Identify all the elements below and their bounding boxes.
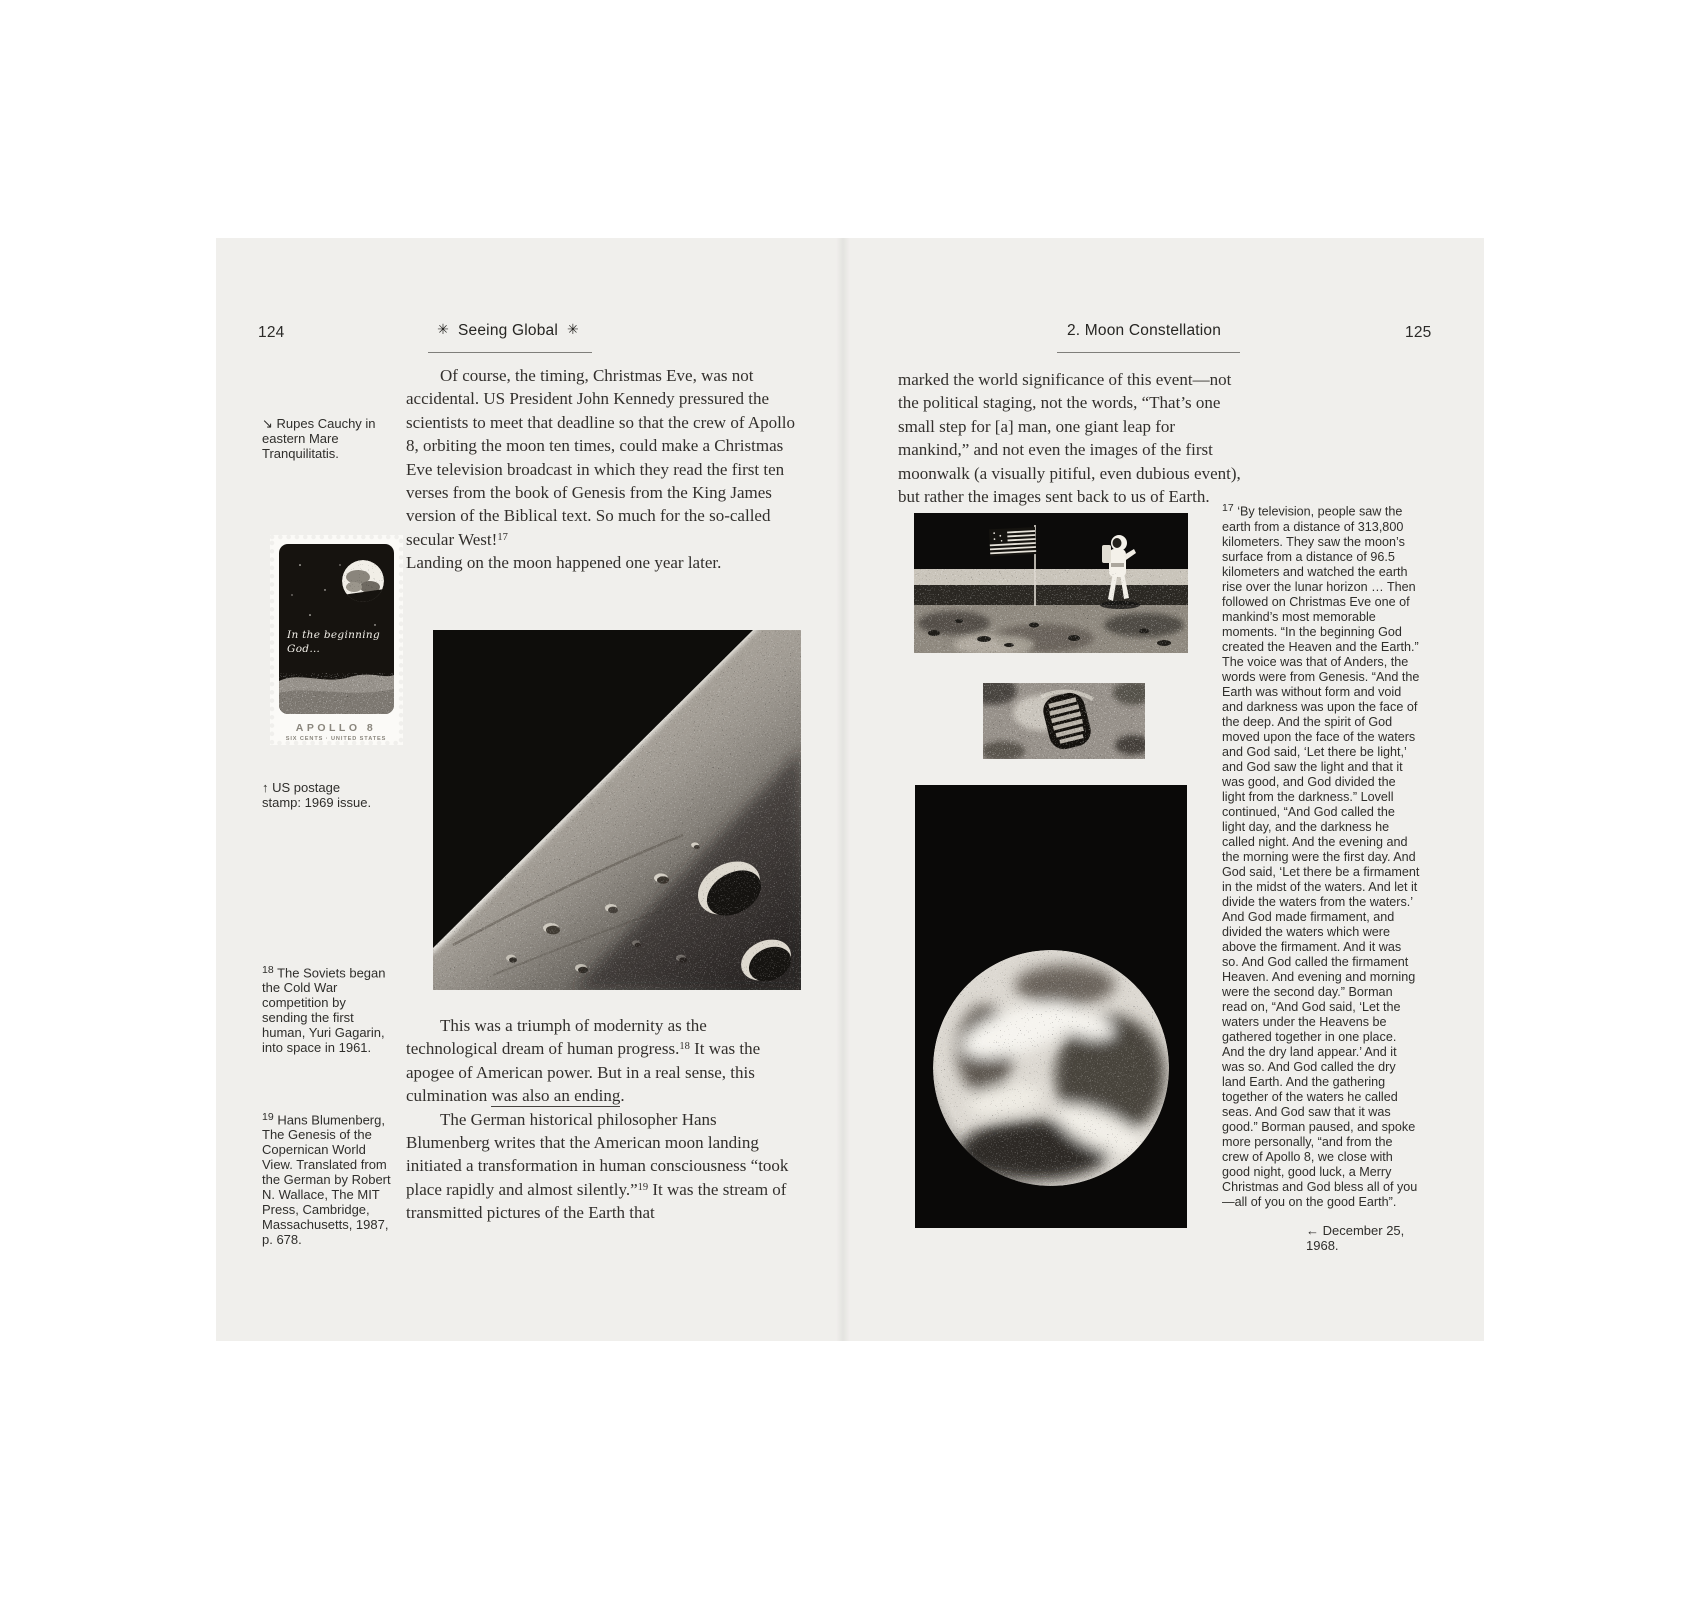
asterisk-icon: ✳ bbox=[437, 322, 449, 338]
stamp-denomination: SIX CENTS · UNITED STATES bbox=[285, 736, 387, 742]
date-caption bbox=[1306, 1224, 1416, 1254]
moonwalk-photo bbox=[914, 513, 1188, 653]
running-head-right-rule bbox=[1057, 352, 1240, 353]
footnote-18 bbox=[262, 963, 394, 1056]
stamp-title: APOLLO 8 bbox=[295, 722, 377, 734]
footnote-17 bbox=[1222, 501, 1420, 1210]
margin-note-rupes-text: Rupes Cauchy in eastern Mare Tranquilitatis. bbox=[262, 416, 376, 461]
arrow-left-icon: ← bbox=[1306, 1223, 1319, 1238]
asterisk-icon: ✳ bbox=[566, 322, 579, 338]
earth-photo bbox=[915, 785, 1187, 1228]
footnote-17-text: ‘By television, people saw the earth from a distance of 313,800 kilometers. They saw the moon’s surface from a distance of 96.5 kilometers and watched the earth rise over the lunar horizon … Then followed on Christmas Eve one of mankind’s most memorable moments. “In the beginning God created the Heaven and the Earth.” The voice was that of Anders, the words were from Genesis. “And the Earth was without form and void and darkness was upon the face of the deep. And the spirit of God moved upon the face of the waters and God said, ‘Let there be light,’ and God saw the light and that it was good, and God divided the light from the darkness.” Lovell continued, “And God called the light day, and the darkness he called night. And the evening and the morning were the first day. And God said, ‘Let there be a firmament in the midst of the waters. And let it divide the waters from the waters.’ And God made firmament, and divided the waters which were above the firmament. And it was so. And God called the firmament Heaven. And evening and morning were the second day.” Borman read on, “And God said, ‘Let the waters under the Heavens be gathered together in one place. And the dry land appear.’ And it was so. And God called the dry land Earth. And the gathering together of the waters he called seas. And God saw that it was good.” Borman paused, and spoke more personally, “and from the crew of Apollo 8, we close with good night, good luck, a Merry Christmas and God bless all of you—all of you on the good Earth”. bbox=[1222, 504, 1420, 1209]
footnote-17-number: 17 bbox=[1222, 502, 1234, 514]
footnote-18-number: 18 bbox=[262, 964, 274, 976]
running-head-left-rule bbox=[428, 352, 592, 353]
footnote-19-text: Hans Blumenberg, The Genesis of the Copernican World View. Translated from the German by Robert N. Wallace, The MIT Press, Cambridge, Massachusetts, 1987, p. 678. bbox=[262, 1112, 391, 1247]
footnote-ref-17: 17 bbox=[497, 531, 508, 543]
underlined-phrase: was also an ending bbox=[491, 1086, 621, 1106]
moon-limb-photo bbox=[433, 630, 801, 990]
running-head-right: 2. Moon Constellation bbox=[1066, 322, 1222, 339]
stamp-moon-surface bbox=[279, 673, 394, 714]
page-number-left: 124 bbox=[258, 324, 285, 341]
footprint-photo bbox=[983, 683, 1145, 759]
stamp-script-line2: God… bbox=[287, 643, 321, 655]
paragraph: The German historical philosopher Hans Blumenberg writes that the American moon landing initiated a transformation in human consciousness “took place rapidly and almost silently.”$^{19}$ It was the stream of transmitted pictures of the Earth that bbox=[406, 1109, 789, 1223]
running-head-left-title: Seeing Global bbox=[458, 322, 558, 339]
paragraph: Of course, the timing, Christmas Eve, was not accidental. US President John Kennedy pressured the scientists to meet that deadline so that the crew of Apollo 8, orbiting the moon ten times, could make a Christmas Eve television broadcast in which they read the first ten verses from the book of Genesis from the King James version of the Biblical text. So much for the so-called secular West!$^{17}$ bbox=[406, 366, 796, 549]
arrow-down-right-icon: ↘ bbox=[262, 416, 273, 431]
apollo8-stamp-image bbox=[270, 535, 403, 745]
footnote-ref-18: 18 bbox=[679, 1041, 690, 1053]
footnote-19 bbox=[262, 1110, 394, 1248]
margin-note-rupes bbox=[262, 417, 388, 462]
stamp-script-line1: In the beginning bbox=[287, 629, 380, 641]
spread-fold-shadow bbox=[836, 238, 850, 1341]
date-caption-text: December 25, 1968. bbox=[1306, 1223, 1405, 1253]
page-number-right: 125 bbox=[1405, 324, 1432, 341]
footnote-18-text: The Soviets began the Cold War competition by sending the first human, Yuri Gagarin, into space in 1961. bbox=[262, 965, 386, 1056]
stamp-caption-text: US postage stamp: 1969 issue. bbox=[262, 780, 372, 810]
paragraph: marked the world significance of this event—not the political staging, not the words, “That’s one small step for [a] man, one giant leap for mankind,” and not even the images of the first moonwalk (a visually pitiful, even dubious event), but rather the images sent back to us of Earth. bbox=[898, 370, 1241, 507]
arrow-up-icon: ↑ bbox=[262, 780, 269, 795]
paragraph: This was a triumph of modernity as the technological dream of human progress.$^{18}$ It was the apogee of American power. But in a real sense, this culmination was also an ending. bbox=[406, 1016, 761, 1106]
body-text-left-upper bbox=[406, 364, 798, 575]
body-text-right bbox=[898, 368, 1250, 508]
stamp-caption bbox=[262, 781, 380, 811]
footnote-ref-19: 19 bbox=[637, 1181, 649, 1193]
book-spread bbox=[216, 238, 1484, 1341]
running-head-left bbox=[408, 322, 608, 340]
footnote-19-number: 19 bbox=[262, 1111, 274, 1123]
body-text-left-lower bbox=[406, 1014, 798, 1225]
paragraph: Landing on the moon happened one year later. bbox=[406, 553, 722, 573]
